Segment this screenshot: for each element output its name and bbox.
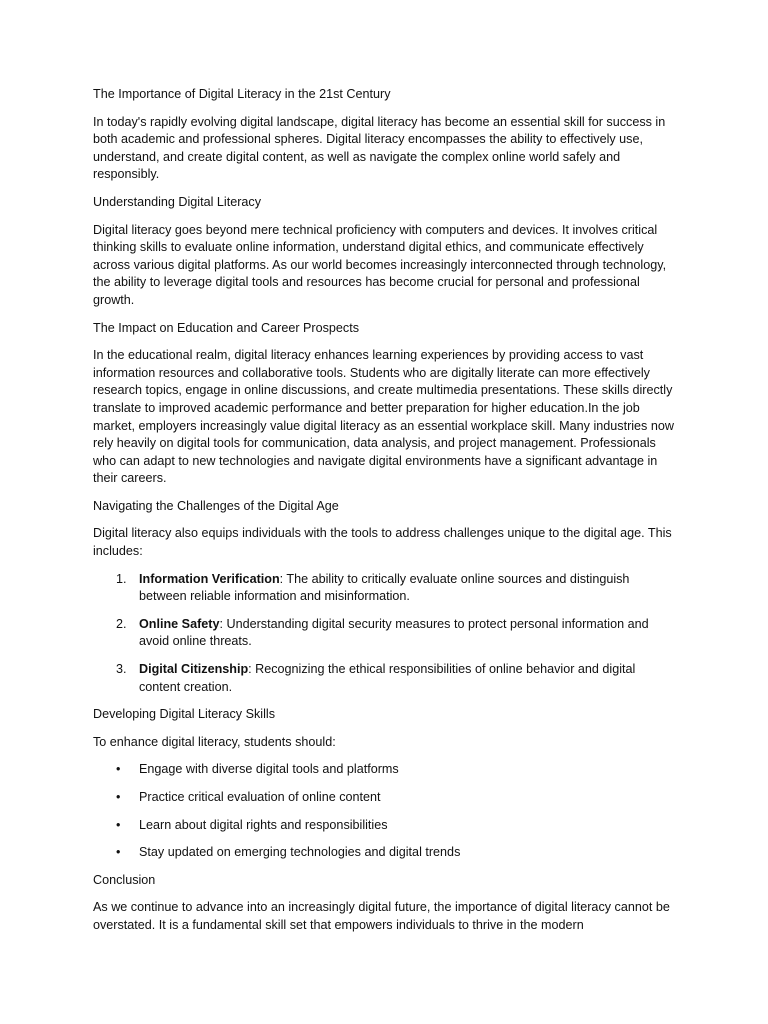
- challenges-list: [93, 571, 678, 697]
- paragraph-impact: In the educational realm, digital literacy enhances learning experiences by providing access to vast information resources and collaborative tools. Students who are digitally literate can more effectively research topics, engage in online discussions, and create multimedia presentations. These skills directly translate to improved academic performance and better preparation for higher education.In the job market, employers increasingly value digital literacy as an essential workplace skill. Many industries now rely heavily on digital tools for communication, data analysis, and project management. Professionals who can adapt to new technologies and navigate digital environments have a significant advantage in their careers.: [93, 348, 674, 486]
- list-item: [93, 661, 678, 696]
- list-number: 1.: [116, 571, 127, 586]
- list-text: Practice critical evaluation of online content: [139, 790, 381, 804]
- list-number: 3.: [116, 662, 127, 677]
- heading-impact: The Impact on Education and Career Prospects: [93, 320, 360, 335]
- heading-conclusion: Conclusion: [93, 872, 156, 887]
- heading-developing: Developing Digital Literacy Skills: [93, 707, 275, 722]
- list-number: 2.: [116, 616, 127, 631]
- bullet-icon: •: [116, 790, 121, 804]
- list-term: Digital Citizenship: [139, 662, 249, 677]
- document-title: The Importance of Digital Literacy in the 21st Century: [93, 87, 391, 101]
- list-item: [93, 571, 678, 606]
- list-term: Information Verification: [139, 571, 280, 586]
- document-body: [93, 86, 678, 945]
- paragraph-challenges: Digital literacy also equips individuals with the tools to address challenges unique to the digital age. This includes:: [93, 526, 672, 559]
- paragraph-developing: To enhance digital literacy, students should:: [93, 734, 336, 749]
- paragraph-understanding: Digital literacy goes beyond mere technical proficiency with computers and devices. It involves critical thinking skills to evaluate online information, understand digital ethics, and communicate effectively across various digital platforms. As our world becomes increasingly interconnected through technology, the ability to leverage digital tools and resources has become crucial for personal and professional growth.: [93, 222, 667, 307]
- list-term: Online Safety: [139, 616, 220, 631]
- list-item: [93, 789, 678, 807]
- list-item: [93, 761, 678, 779]
- list-item: [93, 817, 678, 835]
- list-text: Learn about digital rights and responsibilities: [139, 817, 388, 832]
- list-text: : Understanding digital security measures to protect personal information and avoid online threats.: [139, 616, 649, 649]
- bullet-icon: •: [116, 845, 121, 860]
- heading-challenges: Navigating the Challenges of the Digital Age: [93, 498, 339, 513]
- paragraph-conclusion: As we continue to advance into an increasingly digital future, the importance of digital literacy cannot be overstated. It is a fundamental skill set that empowers individuals to thrive in the modern: [93, 900, 670, 932]
- intro-paragraph: In today's rapidly evolving digital landscape, digital literacy has become an essential skill for success in both academic and professional spheres. Digital literacy encompasses the ability to effectively use, understand, and create digital content, as well as navigate the complex online world safely and responsibly.: [93, 114, 666, 182]
- list-text: : The ability to critically evaluate online sources and distinguish between reliable information and misinformation.: [139, 571, 630, 604]
- heading-understanding: Understanding Digital Literacy: [93, 194, 262, 209]
- skills-list: [93, 761, 678, 861]
- list-text: Engage with diverse digital tools and platforms: [139, 762, 399, 777]
- list-text: Stay updated on emerging technologies and digital trends: [139, 845, 461, 860]
- list-text: : Recognizing the ethical responsibilities of online behavior and digital content creation.: [139, 662, 636, 694]
- bullet-icon: •: [116, 762, 121, 777]
- list-item: [93, 844, 678, 862]
- bullet-icon: •: [116, 817, 121, 832]
- list-item: [93, 616, 678, 651]
